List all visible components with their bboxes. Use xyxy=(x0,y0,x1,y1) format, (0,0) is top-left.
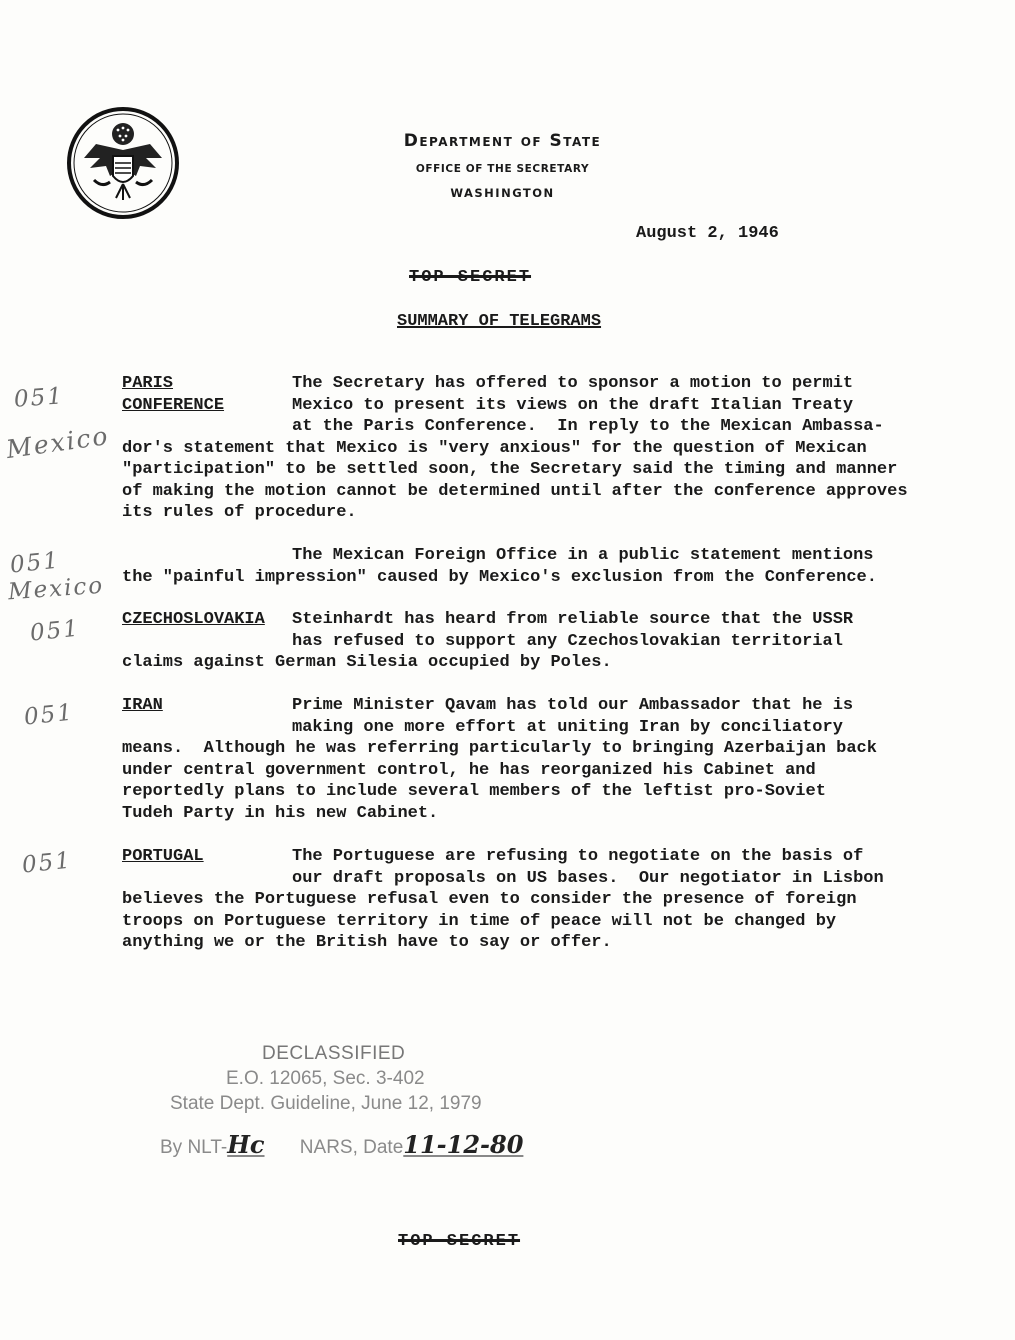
text-line: has refused to support any Czechoslovakian territorial xyxy=(292,631,843,651)
text-line: claims against German Silesia occupied by Poles. xyxy=(122,653,612,672)
margin-note: 051 xyxy=(13,383,65,413)
classification-top: TOP SECRET xyxy=(409,268,532,287)
stamp-nars-label: NARS, Date xyxy=(294,1137,404,1158)
margin-note: 051 xyxy=(8,547,62,579)
letterhead-city: WASHINGTON xyxy=(450,186,555,200)
section-label-portugal: PORTUGAL xyxy=(122,847,204,866)
text-line: of making the motion cannot be determined until after the conference approves xyxy=(122,481,908,501)
text-line: Mexico to present its views on the draft Italian Treaty xyxy=(292,395,854,415)
text-line: the "painful impression" caused by Mexico's exclusion from the Conference. xyxy=(122,567,877,587)
letterhead-office: OFFICE OF THE SECRETARY xyxy=(415,163,590,175)
document-date: August 2, 1946 xyxy=(636,224,779,243)
section-label-line: PARIS xyxy=(122,374,174,393)
margin-note: 051 xyxy=(20,847,74,879)
text-line: troops on Portuguese territory in time of peace will not be changed by xyxy=(122,911,837,931)
margin-note: 051 xyxy=(22,699,76,731)
text-line: its rules of procedure. xyxy=(122,503,357,522)
text-line: means. Although he was referring particularly to bringing Azerbaijan back xyxy=(122,739,877,758)
paragraph-portugal xyxy=(122,846,884,954)
paragraph-paris xyxy=(122,373,908,524)
text-line: believes the Portuguese refusal even to consider the presence of foreign xyxy=(122,890,857,909)
stamp-by-value: Hc xyxy=(227,1130,265,1159)
text-line: "participation" to be settled soon, the Secretary said the timing and manner xyxy=(122,460,898,479)
text-line: under central government control, he has reorganized his Cabinet and xyxy=(122,760,816,780)
text-line: The Portuguese are refusing to negotiate on the basis of xyxy=(292,847,864,866)
document-title: SUMMARY OF TELEGRAMS xyxy=(397,312,602,331)
stamp-by-label: By NLT- xyxy=(160,1137,228,1158)
text-line: anything we or the British have to say or offer. xyxy=(122,933,612,952)
text-line: at the Paris Conference. In reply to the Mexican Ambassa- xyxy=(292,417,884,436)
text-line: Prime Minister Qavam has told our Ambassador that he is xyxy=(292,696,854,715)
text-line: our draft proposals on US bases. Our negotiator in Lisbon xyxy=(292,868,884,888)
section-label-line: CONFERENCE xyxy=(122,395,225,415)
text-line: Tudeh Party in his new Cabinet. xyxy=(122,803,439,823)
paragraph-mexico xyxy=(122,545,877,588)
text-line: The Mexican Foreign Office in a public statement mentions xyxy=(292,546,874,565)
text-line: making one more effort at uniting Iran by conciliatory xyxy=(292,717,843,737)
margin-note: Mexico xyxy=(7,572,106,606)
text-line: dor's statement that Mexico is "very anxious" for the question of Mexican xyxy=(122,438,867,458)
section-label-iran: IRAN xyxy=(122,696,163,715)
declassified-stamp-guideline: State Dept. Guideline, June 12, 1979 xyxy=(170,1093,482,1114)
letterhead-department: Department of State xyxy=(403,131,602,151)
text-line: reportedly plans to include several members of the leftist pro-Soviet xyxy=(122,782,826,801)
text-line: The Secretary has offered to sponsor a motion to permit xyxy=(292,374,854,393)
margin-note: Mexico xyxy=(4,420,112,465)
section-label-czechoslovakia: CZECHOSLOVAKIA xyxy=(122,610,265,629)
margin-note: 051 xyxy=(28,615,82,647)
declassified-stamp-title: DECLASSIFIED xyxy=(262,1043,406,1064)
paragraph-iran xyxy=(122,695,877,824)
text-line: Steinhardt has heard from reliable source that the USSR xyxy=(292,610,854,629)
declassified-stamp-authority xyxy=(160,1130,523,1159)
paragraph-czechoslovakia xyxy=(122,609,853,674)
classification-bottom: TOP SECRET xyxy=(398,1232,521,1251)
declassified-stamp-order: E.O. 12065, Sec. 3-402 xyxy=(226,1068,425,1089)
stamp-date-value: 11-12-80 xyxy=(403,1130,524,1159)
